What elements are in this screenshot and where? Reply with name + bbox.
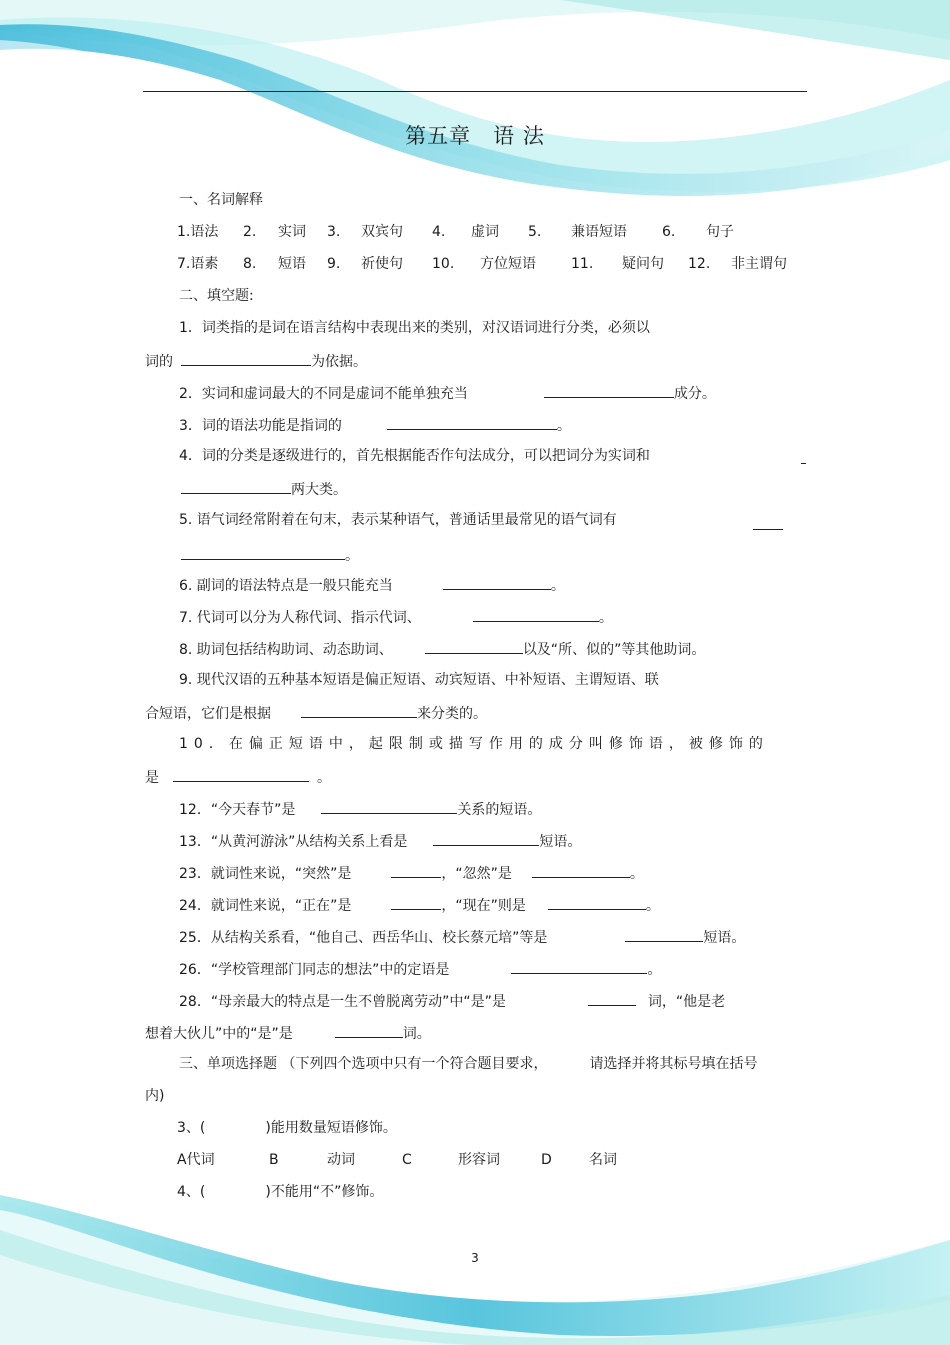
option-b: 动词 [327, 1152, 355, 1168]
q23-answer-blank-1[interactable] [391, 863, 441, 878]
term-11-number: 11. [571, 256, 594, 272]
term-1: 1.语法 [177, 224, 219, 240]
term-6-number: 6. [662, 224, 676, 240]
page-number: 3 [471, 1251, 479, 1265]
q26: 26．“学校管理部门同志的想法”中的定语是 。 [179, 959, 661, 979]
q4-answer-blank-start[interactable] [801, 453, 806, 464]
q25-answer-blank[interactable] [625, 927, 703, 942]
term-2-number: 2. [243, 224, 257, 240]
q9-line-1: 9. 现代汉语的五种基本短语是偏正短语、动宾短语、中补短语、主谓短语、联 [179, 672, 659, 688]
term-12-number: 12. [688, 256, 711, 272]
q6-answer-blank[interactable] [443, 575, 551, 590]
q3-answer-blank[interactable] [387, 415, 557, 430]
term-2: 实词 [278, 224, 306, 240]
term-4-number: 4. [432, 224, 446, 240]
term-8: 短语 [278, 256, 306, 272]
term-11: 疑问句 [622, 256, 664, 272]
q10-answer-blank[interactable] [173, 767, 309, 782]
q5-line-1: 5. 语气词经常附着在句末，表示某种语气，普通话里最常见的语气词有 [179, 512, 617, 528]
q3: 3．词的语法功能是指词的 。 [179, 415, 571, 435]
q23-answer-blank-2[interactable] [532, 863, 630, 878]
option-c: 形容词 [458, 1152, 500, 1168]
section-heading-fill: 二、填空题: [179, 288, 254, 304]
q5-line-2: 。 [181, 545, 359, 565]
q8: 8. 助词包括结构助词、动态助词、 以及“所、似的”等其他助词。 [179, 639, 705, 659]
term-8-number: 8. [243, 256, 257, 272]
header-rule [143, 91, 807, 92]
q13: 13．“从黄河游泳”从结构关系上看是 短语。 [179, 831, 581, 851]
term-12: 非主谓句 [731, 256, 787, 272]
q5-answer-blank[interactable] [181, 545, 345, 560]
option-a: A代词 [177, 1152, 215, 1168]
q1-line-1: 1．词类指的是词在语言结构中表现出来的类别，对汉语词进行分类，必须以 [179, 320, 650, 336]
section-heading-terms: 一、名词解释 [179, 192, 263, 208]
q1-line-2: 词的 为依据。 [145, 351, 367, 371]
term-4: 虚词 [471, 224, 499, 240]
q4-line-2: 两大类。 [181, 479, 347, 499]
q8-answer-blank[interactable] [425, 639, 523, 654]
q4-line-1: 4．词的分类是逐级进行的，首先根据能否作句法成分，可以把词分为实词和 [179, 448, 650, 464]
option-c-key: C [402, 1152, 412, 1168]
section-heading-choice: 三、单项选择题 （下列四个选项中只有一个符合题目要求， 请选择并将其标号填在括号 [179, 1056, 758, 1072]
chapter-number: 第五章 [405, 124, 472, 148]
q24-answer-blank-2[interactable] [548, 895, 646, 910]
choice-q4: 4、( )不能用“不”修饰。 [177, 1184, 384, 1200]
choice-q3: 3、( )能用数量短语修饰。 [177, 1120, 397, 1136]
q4-answer-blank[interactable] [181, 479, 291, 494]
term-10-number: 10. [432, 256, 455, 272]
q7-answer-blank[interactable] [473, 607, 599, 622]
q7: 7. 代词可以分为人称代词、指示代词、 。 [179, 607, 613, 627]
term-3-number: 3. [327, 224, 341, 240]
q5-answer-blank-start[interactable] [753, 516, 783, 530]
q12: 12．“今天春节”是 关系的短语。 [179, 799, 541, 819]
term-10: 方位短语 [480, 256, 536, 272]
q9-line-2: 合短语，它们是根据 来分类的。 [145, 703, 487, 723]
q2-answer-blank[interactable] [544, 383, 674, 398]
q12-answer-blank[interactable] [321, 799, 457, 814]
q24-answer-blank-1[interactable] [391, 895, 441, 910]
term-9-number: 9. [327, 256, 341, 272]
q10-line-1: 10．在偏正短语中，起限制或描写作用的成分叫修饰语，被修饰的 [179, 736, 769, 752]
q28-line-2: 想着大伙儿”中的“是”是 词。 [145, 1023, 431, 1043]
q10-line-2: 是 。 [145, 767, 331, 787]
option-d-key: D [541, 1152, 552, 1168]
q1-answer-blank[interactable] [181, 351, 311, 366]
q13-answer-blank[interactable] [433, 831, 539, 846]
option-d: 名词 [589, 1152, 617, 1168]
chapter-subject: 语 法 [493, 124, 545, 148]
q2: 2．实词和虚词最大的不同是虚词不能单独充当 成分。 [179, 383, 716, 403]
q26-answer-blank[interactable] [511, 959, 647, 974]
option-b-key: B [269, 1152, 279, 1168]
q6: 6. 副词的语法特点是一般只能充当 。 [179, 575, 565, 595]
q25: 25．从结构关系看，“他自己、西岳华山、校长蔡元培”等是 短语。 [179, 927, 745, 947]
q28-answer-blank-1[interactable] [588, 991, 636, 1006]
q24: 24．就词性来说，“正在”是 ，“现在”则是 。 [179, 895, 660, 915]
term-5: 兼语短语 [571, 224, 627, 240]
term-5-number: 5. [528, 224, 542, 240]
q23: 23．就词性来说，“突然”是 ，“忽然”是 。 [179, 863, 644, 883]
q28-answer-blank-2[interactable] [335, 1023, 403, 1038]
term-9: 祈使句 [361, 256, 403, 272]
section-heading-choice-end: 内) [145, 1088, 165, 1104]
term-7: 7.语素 [177, 256, 219, 272]
term-3: 双宾句 [361, 224, 403, 240]
term-6: 句子 [706, 224, 734, 240]
chapter-title [0, 120, 950, 150]
q28-line-1: 28．“母亲最大的特点是一生不曾脱离劳动”中“是”是 词，“他是老 [179, 991, 725, 1011]
q9-answer-blank[interactable] [301, 703, 417, 718]
